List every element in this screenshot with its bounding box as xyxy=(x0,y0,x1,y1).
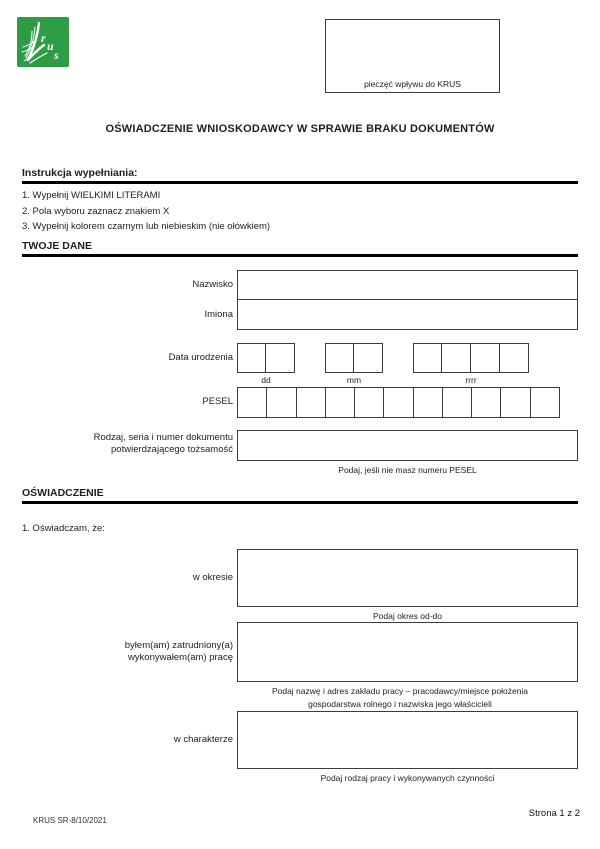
krus-logo xyxy=(17,17,69,67)
role-hint: Podaj rodzaj pracy i wykonywanych czynności xyxy=(320,773,495,783)
personal-section-header xyxy=(22,240,578,257)
employment-label-line1: byłem(am) zatrudniony(a) xyxy=(124,640,233,651)
svg-text:r: r xyxy=(41,31,46,45)
name-fields xyxy=(237,270,578,330)
birth-month-cell[interactable] xyxy=(354,343,383,373)
employment-hint-line1: Podaj nazwę i adres zakładu pracy – pracodawcy/miejsce położenia xyxy=(271,686,529,696)
page-title: OŚWIADCZENIE WNIOSKODAWCY W SPRAWIE BRAKU DOKUMENTÓW xyxy=(105,123,495,135)
stamp-box xyxy=(325,19,500,93)
surname-input[interactable] xyxy=(237,270,578,300)
pesel-label: PESEL xyxy=(202,396,233,407)
section-rule xyxy=(22,254,578,257)
instructions-section xyxy=(22,167,578,235)
document-label xyxy=(22,432,233,456)
employment-input[interactable] xyxy=(237,622,578,682)
document-label-line1: Rodzaj, seria i numer dokumentu xyxy=(93,432,233,443)
instructions-heading: Instrukcja wypełniania: xyxy=(22,167,138,179)
instruction-item-1: 1. Wypełnij WIELKIMI LITERAMI xyxy=(22,190,161,201)
declaration-section-header xyxy=(22,487,578,504)
declaration-section-heading: OŚWIADCZENIE xyxy=(22,487,104,499)
given-names-label: Imiona xyxy=(204,309,233,320)
birth-year-cells xyxy=(413,343,529,373)
pesel-cell[interactable] xyxy=(501,387,530,418)
instruction-item-3: 3. Wypełnij kolorem czarnym lub niebieskim (nie ołówkiem) xyxy=(22,221,271,232)
pesel-cell[interactable] xyxy=(472,387,501,418)
pesel-cell[interactable] xyxy=(237,387,267,418)
surname-label: Nazwisko xyxy=(192,279,233,290)
birth-day-cell[interactable] xyxy=(266,343,295,373)
svg-text:u: u xyxy=(47,39,54,53)
employment-label xyxy=(22,640,233,664)
given-names-input[interactable] xyxy=(237,300,578,330)
pesel-cell[interactable] xyxy=(267,387,296,418)
form-code: KRUS SR-8/10/2021 xyxy=(33,816,107,825)
document-hint: Podaj, jeśli nie masz numeru PESEL xyxy=(338,465,477,475)
document-input[interactable] xyxy=(237,430,578,461)
unit-mm: mm xyxy=(346,375,362,385)
pesel-cell[interactable] xyxy=(297,387,326,418)
birth-year-cell[interactable] xyxy=(500,343,529,373)
birth-day-cell[interactable] xyxy=(237,343,266,373)
instruction-item-2: 2. Pola wyboru zaznacz znakiem X xyxy=(22,205,170,217)
employment-hint xyxy=(200,685,600,710)
svg-text:s: s xyxy=(54,48,59,62)
personal-section-heading: TWOJE DANE xyxy=(22,240,93,252)
pesel-cell[interactable] xyxy=(443,387,472,418)
birth-month-cell[interactable] xyxy=(325,343,354,373)
section-rule xyxy=(22,501,578,504)
birth-year-cell[interactable] xyxy=(442,343,471,373)
role-label: w charakterze xyxy=(173,734,233,745)
krus-logo-icon xyxy=(17,17,69,67)
birth-year-cell[interactable] xyxy=(471,343,500,373)
role-input[interactable] xyxy=(237,711,578,769)
birth-year-cell[interactable] xyxy=(413,343,442,373)
document-label-line2: potwierdzającego tożsamość xyxy=(111,444,233,455)
pesel-cell[interactable] xyxy=(384,387,413,418)
birth-month-cells xyxy=(325,343,383,373)
pesel-cell[interactable] xyxy=(326,387,355,418)
birth-day-cells xyxy=(237,343,295,373)
pesel-cells xyxy=(237,387,560,418)
pesel-cell[interactable] xyxy=(355,387,384,418)
unit-rrrr: rrrr xyxy=(465,375,477,385)
pesel-cell[interactable] xyxy=(531,387,560,418)
employment-hint-line2: gospodarstwa rolnego i nazwiska jego właścicieli xyxy=(308,698,492,709)
section-rule xyxy=(22,181,578,184)
period-label: w okresie xyxy=(192,572,233,583)
page-number: Strona 1 z 2 xyxy=(528,808,580,819)
period-hint: Podaj okres od-do xyxy=(373,611,442,621)
period-input[interactable] xyxy=(237,549,578,607)
stamp-box-label: pieczęć wpływu do KRUS xyxy=(364,79,461,89)
birthdate-label: Data urodzenia xyxy=(168,352,233,363)
declaration-intro: 1. Oświadczam, że: xyxy=(22,523,105,534)
unit-dd: dd xyxy=(261,375,271,385)
pesel-cell[interactable] xyxy=(414,387,443,418)
employment-label-line2: wykonywałem(am) pracę xyxy=(127,652,233,663)
